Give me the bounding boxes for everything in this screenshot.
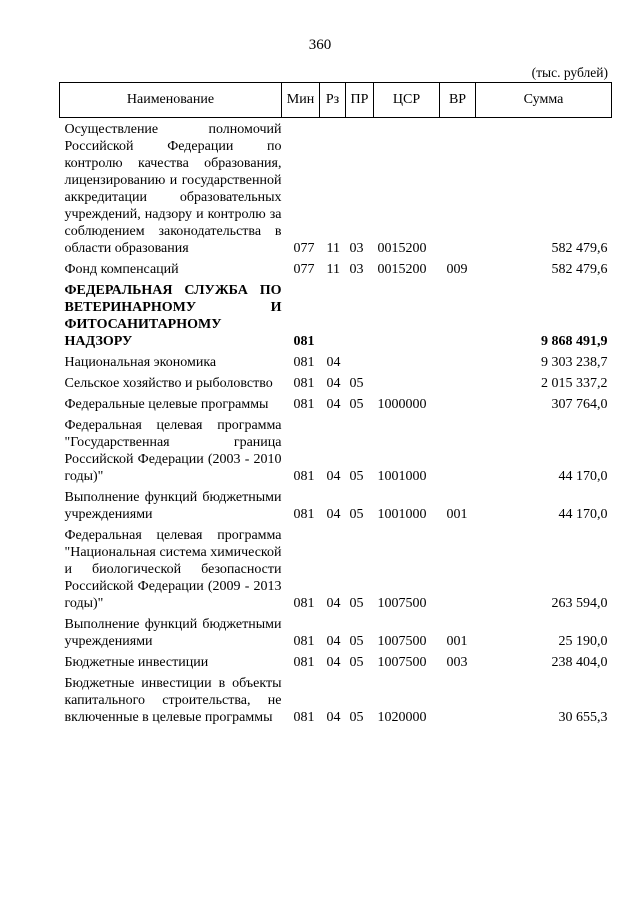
page-number: 360 — [308, 37, 332, 53]
cell-sum: 307 764,0 — [551, 397, 608, 412]
header-rz: Рз — [320, 83, 346, 118]
cell-vr: 009 — [446, 262, 468, 277]
cell-min: 081 — [293, 596, 315, 611]
cell-rz: 11 — [326, 241, 340, 256]
cell-csr: 0015200 — [377, 241, 427, 256]
table-row — [60, 613, 612, 651]
cell-rz: 04 — [326, 397, 341, 412]
cell-sum: 9 303 238,7 — [541, 355, 608, 370]
table-row — [60, 258, 612, 279]
cell-pr: 05 — [349, 655, 364, 670]
cell-rz: 04 — [326, 634, 341, 649]
cell-min: 077 — [293, 262, 315, 277]
cell-csr: 1001000 — [377, 469, 427, 484]
cell-sum: 263 594,0 — [551, 596, 608, 611]
cell-sum: 25 190,0 — [558, 634, 608, 649]
header-csr: ЦСР — [374, 83, 440, 118]
table-row — [60, 351, 612, 372]
cell-csr — [374, 279, 440, 351]
cell-sum: 44 170,0 — [558, 507, 608, 522]
cell-csr: 1007500 — [377, 634, 427, 649]
cell-rz: 04 — [326, 596, 341, 611]
cell-name: Сельское хозяйство и рыболовство — [64, 376, 273, 391]
table-row — [60, 672, 612, 727]
cell-name: Национальная экономика — [64, 355, 217, 370]
cell-sum: 238 404,0 — [551, 655, 608, 670]
cell-pr — [346, 351, 374, 372]
cell-csr — [374, 372, 440, 393]
cell-name: Федеральная целевая программа "Национальная система химической и биологической безопасности Российской Федерации (2009 - 2013 годы)" — [64, 528, 282, 611]
cell-vr — [440, 372, 476, 393]
cell-csr: 1007500 — [377, 596, 427, 611]
cell-min: 081 — [293, 634, 315, 649]
cell-pr — [346, 279, 374, 351]
cell-rz: 04 — [326, 355, 341, 370]
table-row — [60, 372, 612, 393]
cell-vr: 003 — [446, 655, 468, 670]
cell-pr: 05 — [349, 469, 364, 484]
cell-sum: 44 170,0 — [558, 469, 608, 484]
budget-table — [59, 82, 612, 727]
cell-rz: 04 — [326, 507, 341, 522]
cell-name: Бюджетные инвестиции — [64, 655, 209, 670]
table-row — [60, 279, 612, 351]
cell-rz: 04 — [326, 469, 341, 484]
cell-pr: 05 — [349, 634, 364, 649]
cell-csr: 1001000 — [377, 507, 427, 522]
cell-rz: 04 — [326, 655, 341, 670]
cell-min: 081 — [293, 397, 315, 412]
cell-vr — [440, 414, 476, 486]
cell-pr: 03 — [349, 241, 364, 256]
cell-csr — [374, 351, 440, 372]
table-row — [60, 118, 612, 259]
cell-name: Федеральная целевая программа "Государственная граница Российской Федерации (2003 - 2010 годы)" — [64, 418, 282, 484]
cell-csr: 0015200 — [377, 262, 427, 277]
cell-vr — [440, 351, 476, 372]
header-name: Наименование — [60, 83, 282, 118]
cell-rz: 04 — [326, 376, 341, 391]
cell-min: 081 — [293, 469, 315, 484]
cell-name: Выполнение функций бюджетными учреждениями — [64, 490, 282, 522]
cell-sum: 2 015 337,2 — [541, 376, 608, 391]
cell-rz: 04 — [326, 710, 341, 725]
cell-vr — [440, 118, 476, 259]
cell-min: 077 — [293, 241, 315, 256]
cell-vr — [440, 524, 476, 613]
cell-vr — [440, 279, 476, 351]
cell-sum: 30 655,3 — [558, 710, 608, 725]
table-row — [60, 393, 612, 414]
cell-name: Осуществление полномочий Российской Федерации по контролю качества образования, лицензированию и государственной аккредитации образовательных учреждений, надзору и контролю за соблюдением законодательства в области образования — [64, 122, 282, 256]
cell-vr — [440, 672, 476, 727]
cell-min: 081 — [293, 334, 315, 349]
cell-sum: 582 479,6 — [551, 241, 608, 256]
table-row — [60, 524, 612, 613]
cell-vr: 001 — [446, 634, 468, 649]
cell-rz: 11 — [326, 262, 340, 277]
cell-pr: 05 — [349, 710, 364, 725]
cell-name: Бюджетные инвестиции в объекты капитального строительства, не включенные в целевые программы — [64, 676, 282, 725]
cell-name: ФЕДЕРАЛЬНАЯ СЛУЖБА ПО ВЕТЕРИНАРНОМУ И ФИТОСАНИТАРНОМУ НАДЗОРУ — [64, 283, 282, 349]
cell-name: Фонд компенсаций — [64, 262, 179, 277]
table-row — [60, 651, 612, 672]
header-vr: ВР — [440, 83, 476, 118]
cell-sum: 9 868 491,9 — [541, 334, 608, 349]
cell-min: 081 — [293, 355, 315, 370]
cell-min: 081 — [293, 376, 315, 391]
table-header-row — [60, 83, 612, 118]
cell-pr: 05 — [349, 397, 364, 412]
cell-pr: 05 — [349, 507, 364, 522]
cell-vr — [440, 393, 476, 414]
cell-name: Федеральные целевые программы — [64, 397, 269, 412]
cell-pr: 05 — [349, 596, 364, 611]
cell-csr: 1000000 — [377, 397, 427, 412]
table-row — [60, 414, 612, 486]
table-body — [60, 118, 612, 728]
cell-pr: 05 — [349, 376, 364, 391]
cell-vr: 001 — [446, 507, 468, 522]
cell-min: 081 — [293, 655, 315, 670]
cell-min: 081 — [293, 710, 315, 725]
cell-rz — [320, 279, 346, 351]
cell-pr: 03 — [349, 262, 364, 277]
cell-min: 081 — [293, 507, 315, 522]
cell-sum: 582 479,6 — [551, 262, 608, 277]
header-pr: ПР — [346, 83, 374, 118]
header-sum: Сумма — [476, 83, 612, 118]
table-row — [60, 486, 612, 524]
cell-name: Выполнение функций бюджетными учреждениями — [64, 617, 282, 649]
cell-csr: 1020000 — [377, 710, 427, 725]
cell-csr: 1007500 — [377, 655, 427, 670]
header-min: Мин — [282, 83, 320, 118]
units-label: (тыс. рублей) — [531, 65, 608, 80]
